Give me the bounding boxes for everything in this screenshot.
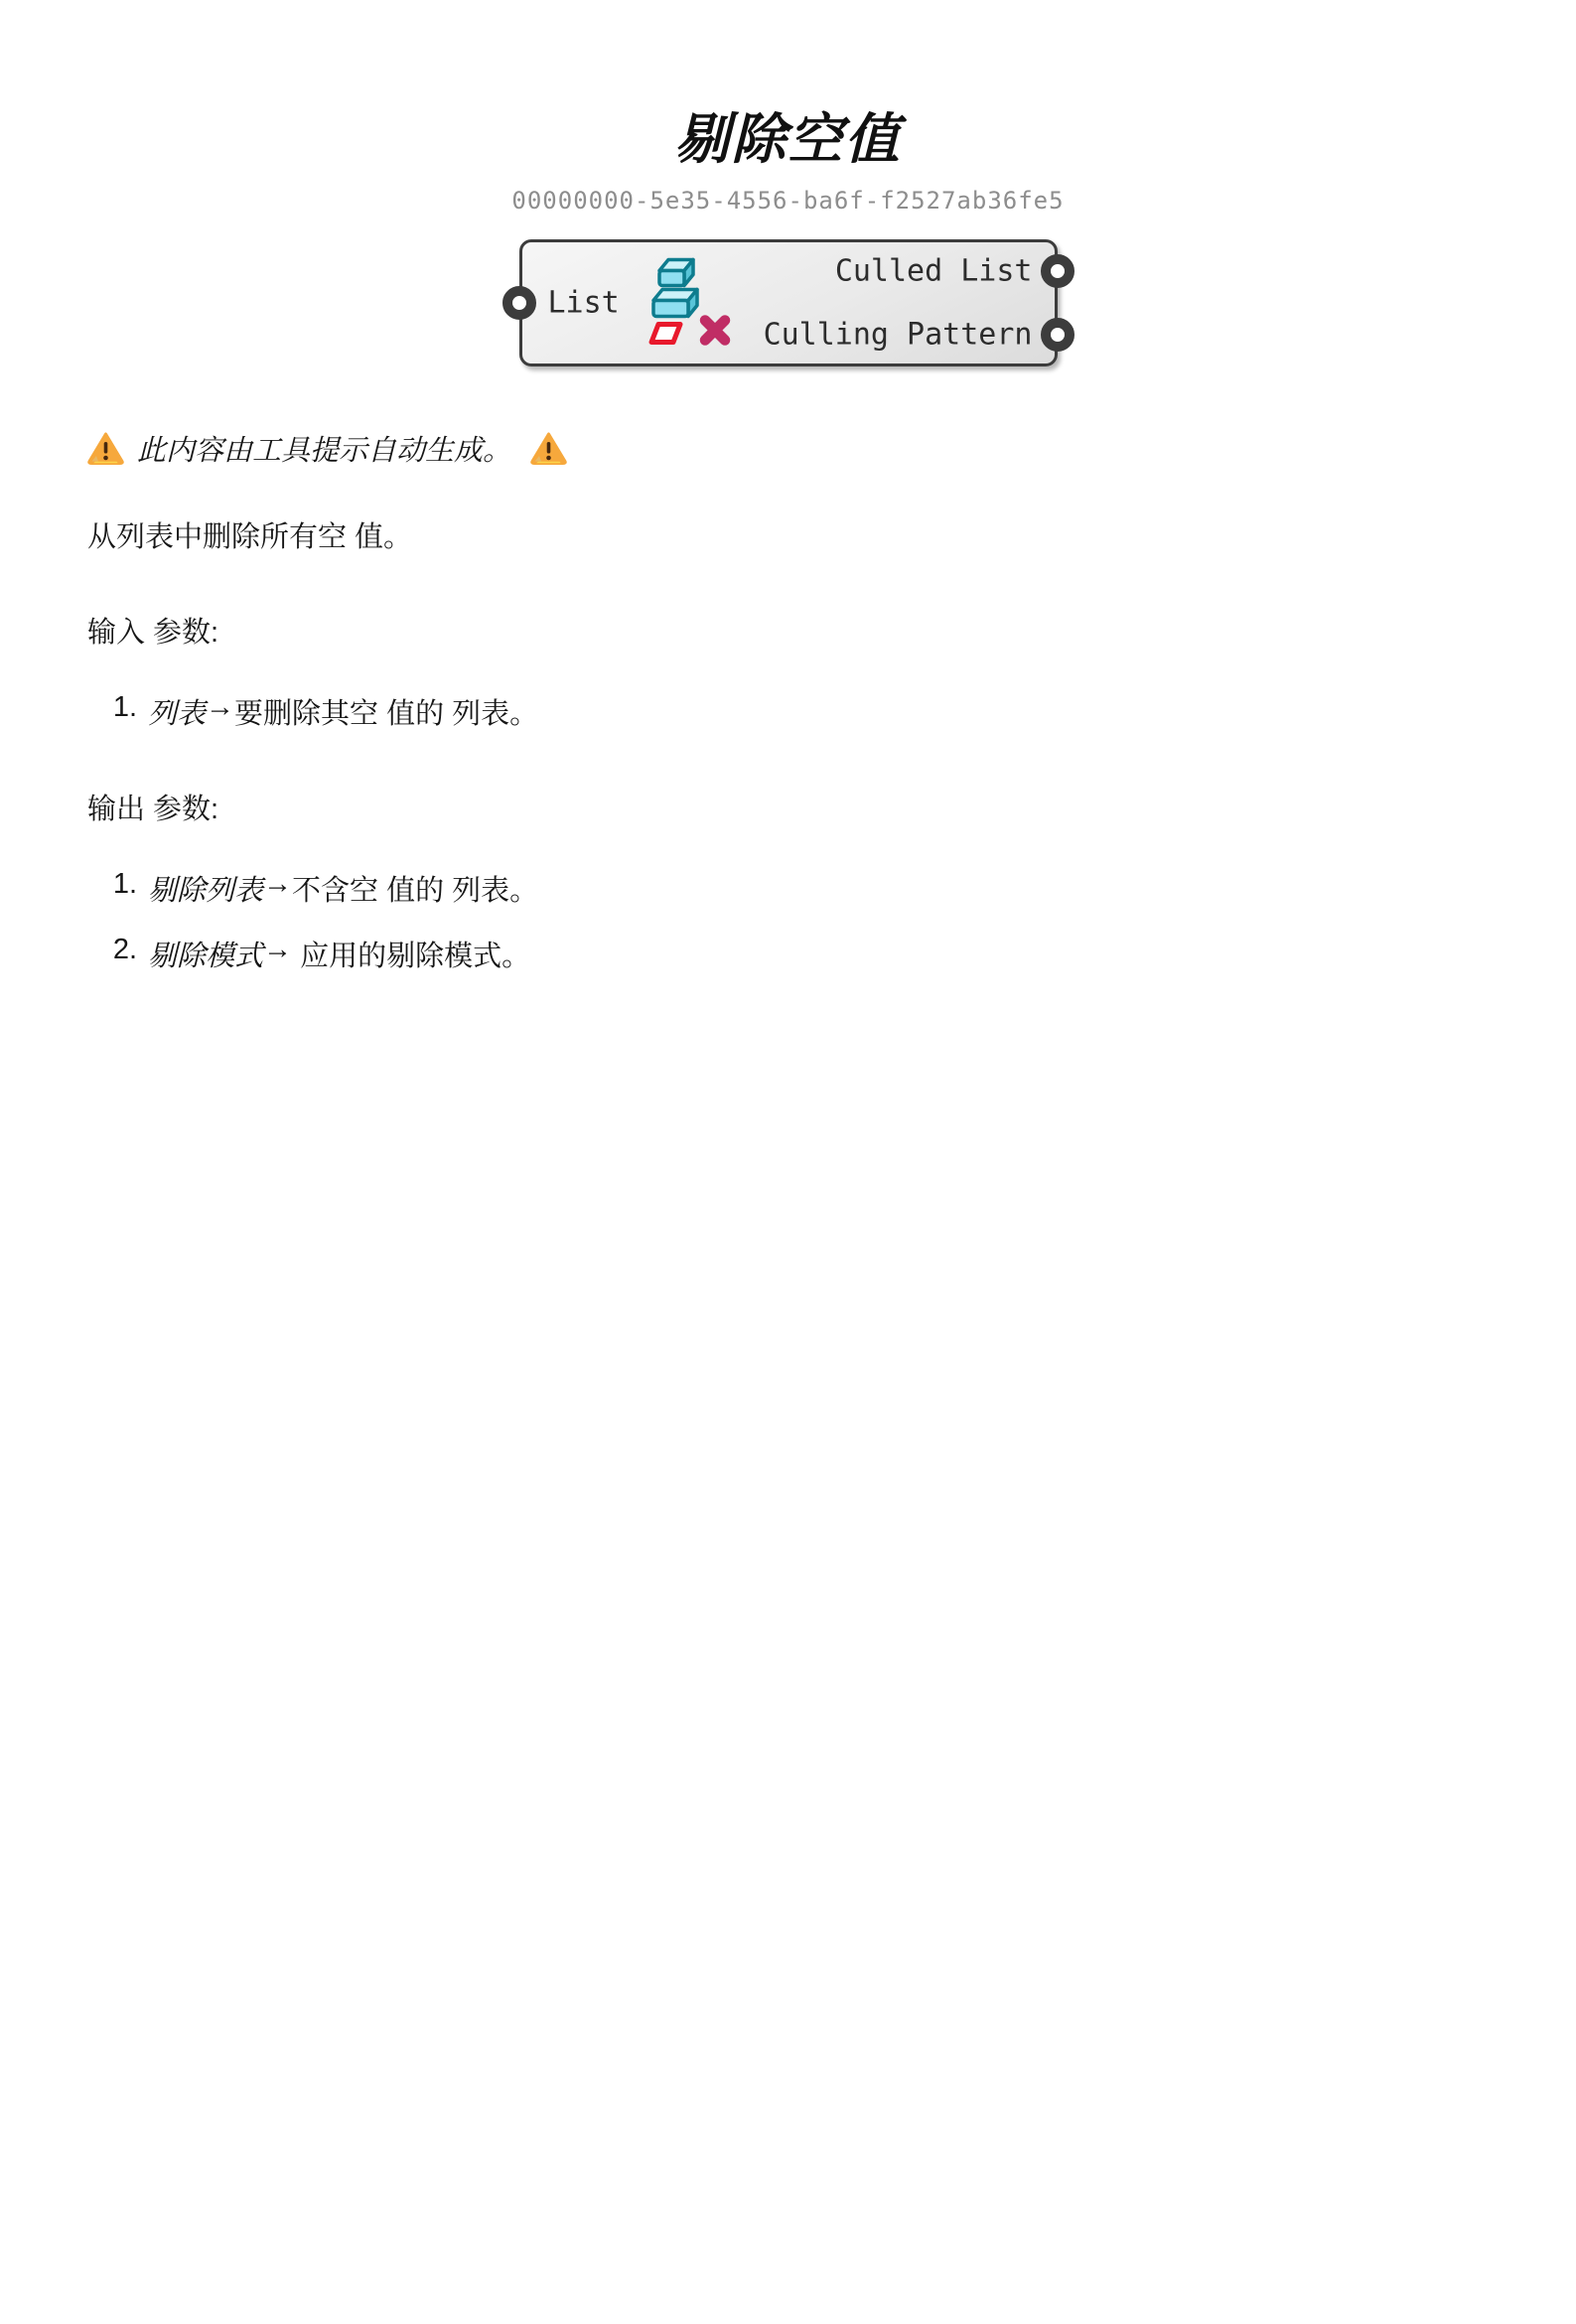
- input-port: [502, 286, 536, 320]
- output-port-culled-list: [1041, 254, 1075, 288]
- outputs-heading: 输出 参数:: [87, 794, 219, 825]
- warning-triangle-icon: [87, 432, 124, 465]
- inputs-list: [95, 691, 1576, 732]
- outputs-list: [95, 868, 1576, 974]
- warning-triangle-icon: [530, 432, 567, 465]
- arrow-glyph: →: [206, 691, 235, 723]
- arrow-glyph: →: [263, 934, 293, 965]
- list-item: [95, 868, 1576, 909]
- auto-generated-warning: [87, 428, 1576, 469]
- list-item: [95, 934, 1576, 974]
- component-description: 从列表中删除所有空 值。: [87, 521, 413, 553]
- param-description: 要删除其空 值的 列表。: [234, 698, 539, 730]
- cull-nulls-icon: [638, 255, 741, 352]
- item-number: 1.: [112, 691, 137, 723]
- output-label-culling-pattern: Culling Pattern: [763, 317, 1033, 353]
- list-item: [95, 691, 1576, 732]
- item-number: 2.: [112, 934, 137, 965]
- warning-text: 此内容由工具提示自动生成。: [137, 435, 512, 467]
- inputs-heading: 输入 参数:: [87, 617, 219, 649]
- param-name: 剔除列表: [148, 875, 264, 907]
- item-number: 1.: [112, 868, 137, 900]
- page-title: 剔除空值: [674, 108, 902, 170]
- param-description: 不含空 值的 列表。: [292, 875, 539, 907]
- param-name: 列表: [148, 698, 207, 730]
- output-port-culling-pattern: [1041, 318, 1075, 352]
- arrow-glyph: →: [263, 868, 293, 900]
- component-uuid: 00000000-5e35-4556-ba6f-f2527ab36fe5: [511, 187, 1065, 215]
- input-label: List: [547, 285, 620, 321]
- param-description: 应用的剔除模式。: [292, 941, 531, 972]
- grasshopper-component: [519, 239, 1058, 366]
- param-name: 剔除模式: [148, 941, 264, 972]
- component-diagram: [0, 239, 1576, 366]
- output-label-culled-list: Culled List: [834, 253, 1033, 289]
